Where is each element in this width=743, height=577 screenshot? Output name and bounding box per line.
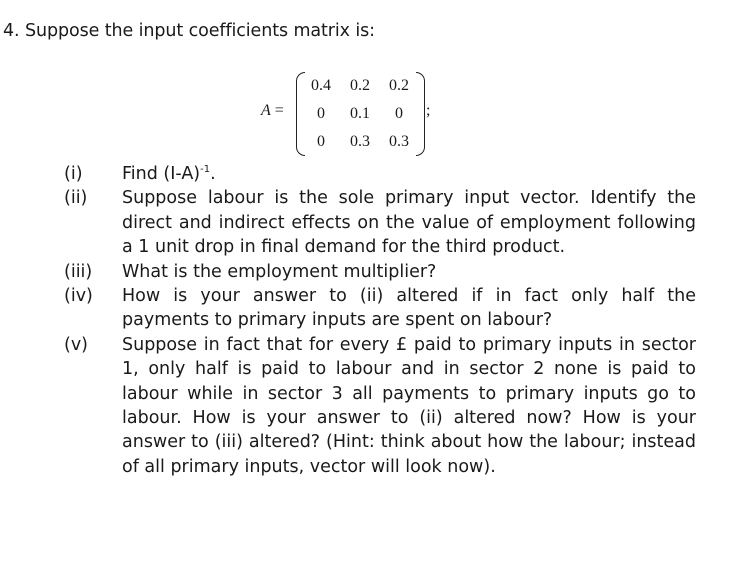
- matrix-label: [261, 102, 284, 120]
- question-list: [64, 162, 696, 479]
- matrix-cell: 0.2: [389, 77, 409, 94]
- question-number: (iv): [64, 286, 93, 307]
- question-text-part: .: [210, 164, 216, 184]
- question-text: Suppose labour is the sole primary input vector. Identify the direct and indirect effects on the value of employment following a 1 unit drop in final demand for the third product.: [122, 188, 696, 258]
- matrix-cell: 0: [395, 105, 403, 122]
- question-number: (i): [64, 164, 83, 184]
- question-number: (v): [64, 334, 89, 355]
- input-coefficients-matrix: [260, 68, 440, 160]
- matrix-cell: 0: [317, 133, 325, 150]
- question-item: [64, 162, 696, 186]
- question-text-part: Find (I-A): [122, 164, 201, 184]
- question-text: How is your answer to (ii) altered if in fact only half the payments to primary inputs are spent on labour?: [122, 286, 696, 331]
- matrix-cell: 0: [317, 105, 325, 122]
- question-item: [64, 333, 696, 479]
- equals-sign: =: [274, 102, 284, 119]
- question-heading: 4. Suppose the input coefficients matrix is:: [3, 21, 375, 41]
- question-number: (ii): [64, 188, 88, 209]
- matrix-cell: 0.3: [389, 133, 409, 150]
- matrix-cell: 0.2: [350, 77, 370, 94]
- question-item: [64, 284, 696, 333]
- question-item: [64, 186, 696, 259]
- matrix-cell: 0.1: [350, 105, 370, 122]
- right-bracket: [416, 72, 425, 156]
- matrix-grid: [302, 72, 418, 156]
- matrix-semicolon: ;: [426, 102, 431, 119]
- question-text: What is the employment multiplier?: [122, 261, 437, 282]
- matrix-cell: 0.3: [350, 133, 370, 150]
- question-text: [122, 162, 696, 186]
- inverse-superscript: -1: [200, 164, 211, 175]
- question-item: [64, 260, 696, 284]
- question-text: Suppose in fact that for every £ paid to primary inputs in sector 1, only half is paid to labour and in sector 2 none is paid to labour while in sector 3 all payments to primary inputs go to labour. How is your answer to (ii) altered now? How is your answer to (iii) altered? (Hint: think about how the labour; instead of all primary inputs, vector will look now).: [122, 334, 696, 477]
- question-number: (iii): [64, 261, 93, 282]
- matrix-cell: 0.4: [311, 77, 331, 94]
- matrix-variable: A: [261, 102, 271, 119]
